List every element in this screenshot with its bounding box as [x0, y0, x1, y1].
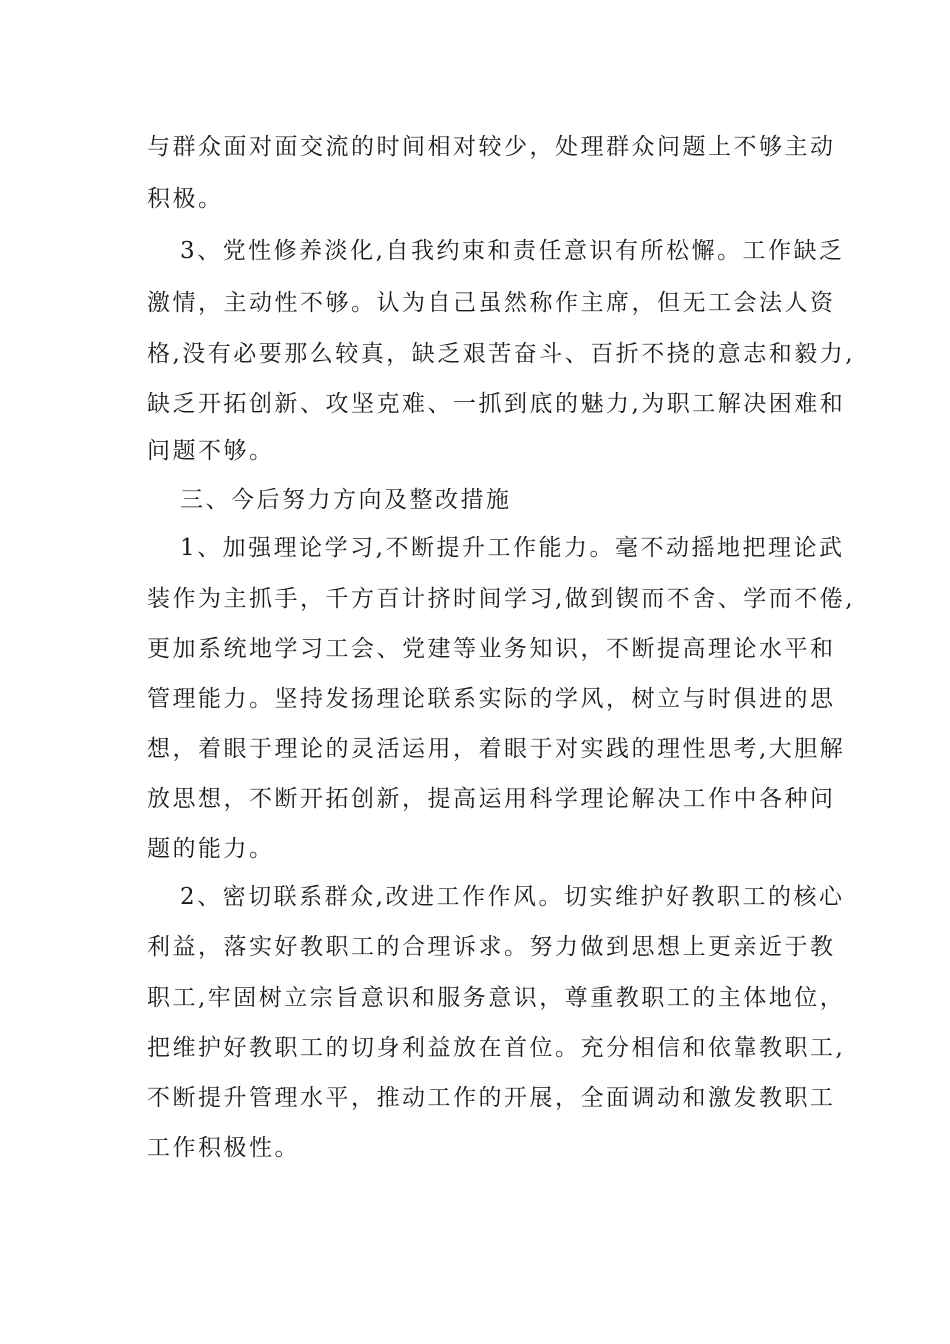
text-line: 想，着眼于理论的灵活运用，着眼于对实践的理性思考,大胆解: [147, 736, 846, 762]
text-line: 题的能力。: [147, 836, 275, 862]
text-line: 积极。: [147, 186, 224, 212]
paragraph-2-start: 2、密切联系群众,改进工作作风。切实维护好教职工的核心: [180, 884, 845, 910]
text-line: 放思想，不断开拓创新，提高运用科学理论解决工作中各种问: [147, 786, 836, 812]
section-heading: 三、今后努力方向及整改措施: [180, 487, 512, 513]
text-line: 不断提升管理水平，推动工作的开展，全面调动和激发教职工: [147, 1085, 836, 1111]
text-line: 把维护好教职工的切身利益放在首位。充分相信和依靠教职工,: [147, 1035, 846, 1061]
paragraph-1-start: 1、加强理论学习,不断提升工作能力。毫不动摇地把理论武: [180, 535, 845, 561]
text-line: 更加系统地学习工会、党建等业务知识，不断提高理论水平和: [147, 636, 836, 662]
text-line: 装作为主抓手，千方百计挤时间学习,做到锲而不舍、学而不倦,: [147, 586, 856, 612]
text-line: 格,没有必要那么较真，缺乏艰苦奋斗、百折不挠的意志和毅力,: [147, 341, 856, 367]
text-line: 职工,牢固树立宗旨意识和服务意识，尊重教职工的主体地位，: [147, 985, 846, 1011]
text-line: 缺乏开拓创新、攻坚克难、一抓到底的魅力,为职工解决困难和: [147, 391, 846, 417]
text-line: 管理能力。坚持发扬理论联系实际的学风，树立与时俱进的思: [147, 686, 836, 712]
text-line: 与群众面对面交流的时间相对较少，处理群众问题上不够主动: [147, 134, 836, 160]
text-line: 激情，主动性不够。认为自己虽然称作主席，但无工会法人资: [147, 290, 836, 316]
text-line: 工作积极性。: [147, 1135, 300, 1161]
text-line: 问题不够。: [147, 438, 275, 464]
paragraph-3-start: 3、党性修养淡化,自我约束和责任意识有所松懈。工作缺乏: [180, 238, 845, 264]
text-line: 利益，落实好教职工的合理诉求。努力做到思想上更亲近于教: [147, 934, 836, 960]
